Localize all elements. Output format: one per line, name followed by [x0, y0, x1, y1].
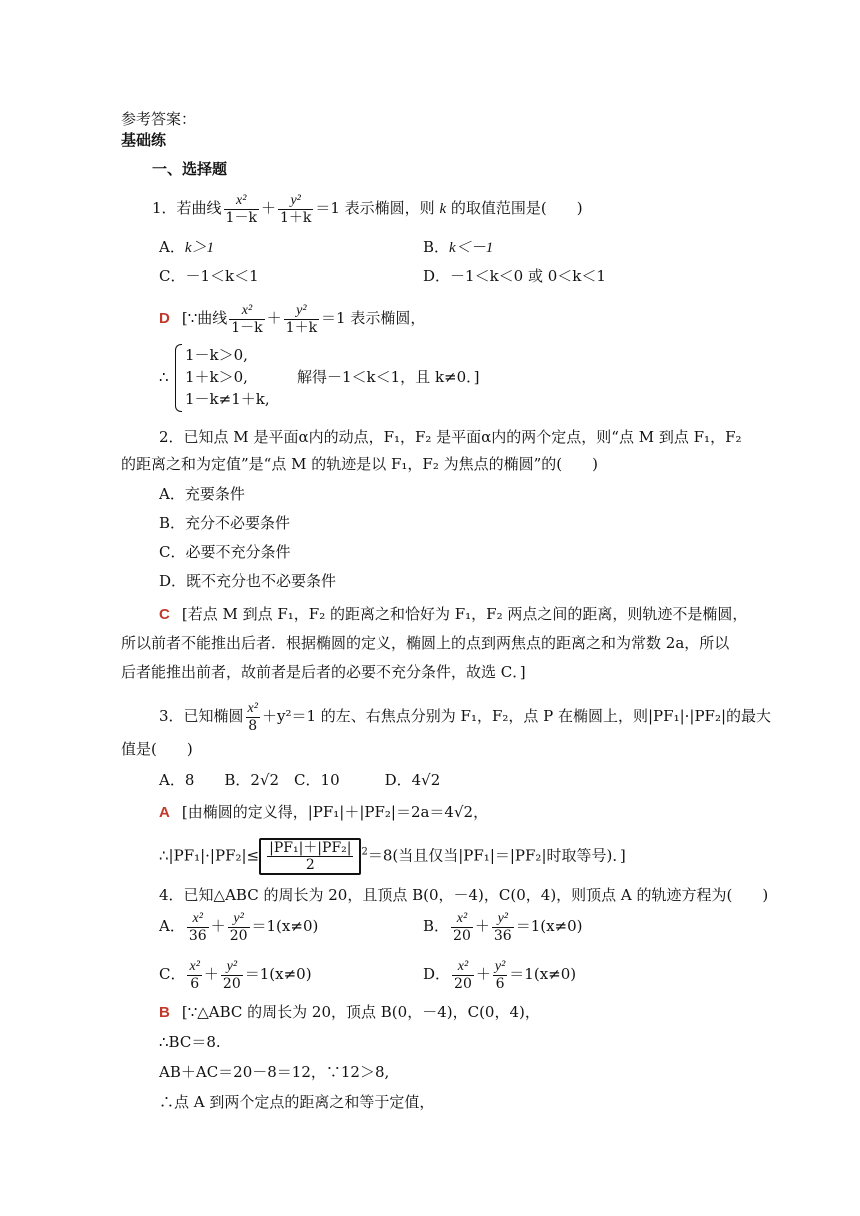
- q4-option-a: A． $\frac{\text{x²}}{36}$ ＋ $\frac{\text{y²}}{20}$ ＝1(x≠0): [159, 911, 319, 944]
- q4-stem: 4．已知△ABC 的周长为 20，且顶点 B(0，－4)，C(0，4)，则顶点 A 的轨迹方程为( ): [159, 886, 769, 904]
- q4-option-c: C． $\frac{\text{x²}}{6}$ ＋ $\frac{\text{y²}}{20}$ ＝1(x≠0): [159, 959, 312, 992]
- q3-answer: A: [159, 804, 170, 821]
- q2-option-a: A．充要条件: [159, 485, 245, 503]
- q4-option-d: D． $\frac{\text{x²}}{20}$ ＋ $\frac{\text{y²}}{6}$ ＝1(x≠0): [423, 959, 577, 992]
- q1-answer: D: [159, 310, 170, 327]
- q2-solution-line2: 所以前者不能推出后者．根据椭圆的定义，椭圆上的点到两焦点的距离之和为常数 2a，所以: [121, 634, 730, 652]
- q2-stem-line1: 2．已知点 M 是平面α内的动点，F₁，F₂ 是平面α内的两个定点，则“点 M 到点 F₁，F₂: [159, 428, 742, 446]
- q3-solution-line1: A [由椭圆的定义得，|PF₁|＋|PF₂|＝2a＝4√2，: [159, 803, 489, 821]
- q2-answer: C: [159, 606, 170, 623]
- system-solution: 解得－1＜k＜1，且 k≠0．]: [297, 368, 480, 386]
- q1-option-a: A．k＞1: [159, 238, 215, 256]
- q4-answer: B: [159, 1004, 170, 1021]
- system-row-2: 1＋k＞0,: [185, 368, 248, 386]
- q3-options: A．8 B．2√2 C．10 D．4√2: [159, 771, 441, 789]
- q2-solution-line3: 后者能推出前者，故前者是后者的必要不充分条件，故选 C．]: [121, 663, 526, 681]
- q1-sol-frac-x: $\frac{\text{x²}}{1-k}$: [231, 303, 263, 336]
- q1-solution: D [∵曲线 $\frac{\text{x²}}{1-k}$ ＋ $\frac{\text{y²}}{1+k}$ ＝1 表示椭圆，: [159, 303, 426, 336]
- q4-option-b: B． $\frac{\text{x²}}{20}$ ＋ $\frac{\text{y²}}{36}$ ＝1(x≠0): [423, 911, 583, 944]
- system-brace: [175, 344, 182, 412]
- q4-solution-line2: ∴BC＝8.: [159, 1033, 221, 1051]
- part-title: 一、选择题: [152, 160, 228, 178]
- therefore-sign: ∴: [159, 368, 169, 386]
- q1-inequality-system: [159, 344, 559, 414]
- q1-frac-x: $\frac{\text{x²}}{1-k}$: [225, 193, 257, 226]
- q3-frac: $\frac{\text{x²}}{8}$: [247, 701, 258, 734]
- q3-solution-line2: ∴|PF₁|·|PF₂|≤ $\frac{\text{|PF₁|＋|PF₂|}}{2}$ $^2$＝8(当且仅当|PF₁|＝|PF₂|时取等号)．]: [159, 840, 626, 873]
- q3-stem: 3．已知椭圆 $\frac{\text{x²}}{8}$ ＋y²＝1 的左、右焦点分别为 F₁，F₂，点 P 在椭圆上，则|PF₁|·|PF₂|的最大: [159, 701, 772, 734]
- system-row-3: 1－k≠1＋k,: [185, 390, 270, 408]
- system-row-1: 1－k＞0,: [185, 346, 248, 364]
- q2-solution-line1: C [若点 M 到点 F₁，F₂ 的距离之和恰好为 F₁，F₂ 两点之间的距离，则轨迹不是椭圆，: [159, 605, 748, 623]
- q2-stem-line2: 的距离之和为定值”是“点 M 的轨迹是以 F₁，F₂ 为焦点的椭圆”的( ): [121, 455, 598, 473]
- q4-solution-line3: AB＋AC＝20－8＝12，∵12＞8,: [159, 1063, 390, 1081]
- q1-sol-frac-y: $\frac{\text{y²}}{1+k}$: [285, 303, 318, 336]
- q1-option-d: D．－1＜k＜0 或 0＜k＜1: [423, 267, 606, 285]
- q4-solution-line4: ∴点 A 到两个定点的距离之和等于定值，: [159, 1093, 435, 1111]
- q3-bracket: $\frac{\text{|PF₁|＋|PF₂|}}{2}$: [259, 838, 361, 875]
- q2-option-b: B．充分不必要条件: [159, 514, 291, 532]
- q1-option-b: B．k＜－1: [423, 238, 494, 256]
- q1-frac-y: $\frac{\text{y²}}{1+k}$: [279, 193, 312, 226]
- q2-option-d: D．既不充分也不必要条件: [159, 572, 337, 590]
- q3-stem-cont: 值是( ): [121, 740, 193, 758]
- q4-solution-line1: B [∵△ABC 的周长为 20，顶点 B(0，－4)，C(0，4)，: [159, 1003, 540, 1021]
- ref-answer-label: 参考答案：: [121, 110, 197, 128]
- section-title: 基础练: [121, 131, 167, 149]
- q1-option-c: C．－1＜k＜1: [159, 267, 259, 285]
- q2-option-c: C．必要不充分条件: [159, 543, 291, 561]
- q1-stem: 1．若曲线 $\frac{\text{x²}}{1-k}$ ＋ $\frac{\text{y²}}{1+k}$ ＝1 表示椭圆，则 k 的取值范围是( ): [152, 193, 583, 226]
